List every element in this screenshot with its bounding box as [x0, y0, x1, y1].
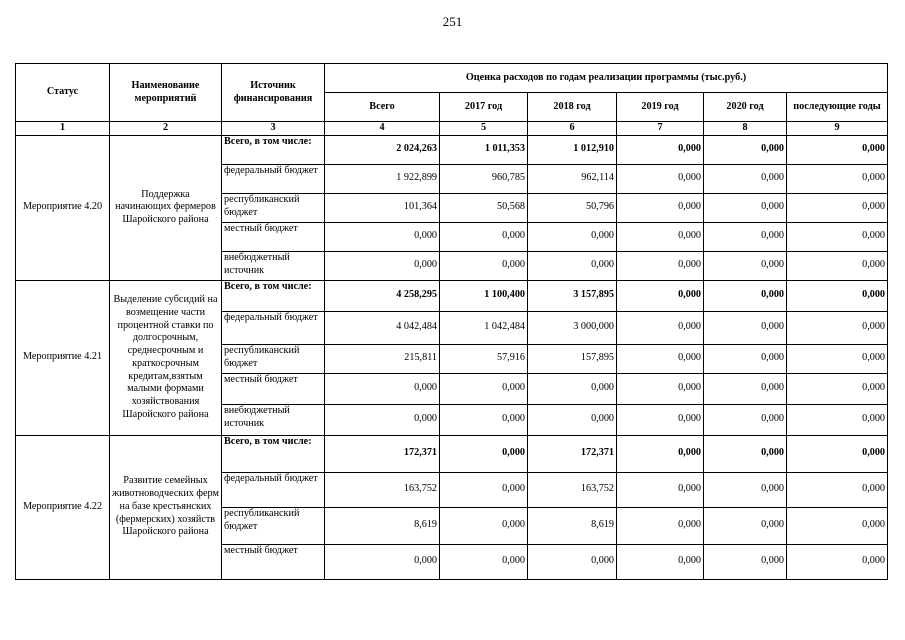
- amount-cell: 0,000: [787, 373, 888, 404]
- table-row: [16, 135, 888, 164]
- funding-source: местный бюджет: [222, 222, 325, 251]
- header-estimate: Оценка расходов по годам реализации программы (тыс.руб.): [325, 64, 888, 93]
- amount-cell: 1 011,353: [440, 135, 528, 164]
- amount-cell: 0,000: [440, 435, 528, 472]
- amount-cell: 0,000: [704, 135, 787, 164]
- column-number: 4: [325, 122, 440, 136]
- measure-name: Выделение субсидий на возмещение части процентной ставки по долгосрочным, среднесрочным и краткосрочным кредитам,взятым малыми формами хозяйствования Шаройского района: [110, 280, 222, 435]
- funding-source: федеральный бюджет: [222, 164, 325, 193]
- amount-cell: 960,785: [440, 164, 528, 193]
- amount-cell: 0,000: [704, 251, 787, 280]
- funding-source: Всего, в том числе:: [222, 135, 325, 164]
- funding-source: Всего, в том числе:: [222, 435, 325, 472]
- amount-cell: 0,000: [617, 435, 704, 472]
- amount-cell: 0,000: [787, 251, 888, 280]
- amount-cell: 3 000,000: [528, 311, 617, 344]
- amount-cell: 1 100,400: [440, 280, 528, 311]
- amount-cell: 0,000: [704, 164, 787, 193]
- amount-cell: 0,000: [325, 544, 440, 579]
- amount-cell: 0,000: [787, 435, 888, 472]
- amount-cell: 57,916: [440, 344, 528, 373]
- amount-cell: 0,000: [704, 311, 787, 344]
- column-number: 6: [528, 122, 617, 136]
- amount-cell: 0,000: [704, 222, 787, 251]
- amount-cell: 3 157,895: [528, 280, 617, 311]
- amount-cell: 8,619: [325, 507, 440, 544]
- amount-cell: 101,364: [325, 193, 440, 222]
- table-row: [16, 435, 888, 472]
- amount-cell: 172,371: [528, 435, 617, 472]
- column-number: 1: [16, 122, 110, 136]
- column-number: 5: [440, 122, 528, 136]
- table-body: [16, 135, 888, 579]
- amount-cell: 0,000: [528, 544, 617, 579]
- header-year-2018: 2018 год: [528, 93, 617, 122]
- amount-cell: 0,000: [440, 222, 528, 251]
- amount-cell: 4 042,484: [325, 311, 440, 344]
- amount-cell: 0,000: [704, 373, 787, 404]
- amount-cell: 1 042,484: [440, 311, 528, 344]
- amount-cell: 0,000: [617, 544, 704, 579]
- funding-source: местный бюджет: [222, 544, 325, 579]
- amount-cell: 2 024,263: [325, 135, 440, 164]
- amount-cell: 0,000: [704, 404, 787, 435]
- amount-cell: 4 258,295: [325, 280, 440, 311]
- amount-cell: 0,000: [787, 280, 888, 311]
- amount-cell: 0,000: [528, 373, 617, 404]
- amount-cell: 0,000: [325, 222, 440, 251]
- amount-cell: 0,000: [617, 472, 704, 507]
- column-number: 9: [787, 122, 888, 136]
- amount-cell: 0,000: [787, 193, 888, 222]
- amount-cell: 50,568: [440, 193, 528, 222]
- amount-cell: 0,000: [787, 164, 888, 193]
- amount-cell: 0,000: [704, 344, 787, 373]
- amount-cell: 0,000: [617, 135, 704, 164]
- measure-name: Развитие семейных животноводческих ферм на базе крестьянских (фермерских) хозяйств Шаройского района: [110, 435, 222, 579]
- funding-source: республиканский бюджет: [222, 344, 325, 373]
- amount-cell: 157,895: [528, 344, 617, 373]
- header-source: Источник финансирования: [222, 64, 325, 122]
- header-year-2019: 2019 год: [617, 93, 704, 122]
- amount-cell: 0,000: [787, 404, 888, 435]
- funding-source: Всего, в том числе:: [222, 280, 325, 311]
- measure-status: Мероприятие 4.21: [16, 280, 110, 435]
- page-number: 251: [442, 14, 463, 29]
- amount-cell: 8,619: [528, 507, 617, 544]
- amount-cell: 0,000: [787, 135, 888, 164]
- amount-cell: 0,000: [440, 404, 528, 435]
- column-number: 3: [222, 122, 325, 136]
- amount-cell: 0,000: [528, 404, 617, 435]
- budget-table: [15, 63, 888, 580]
- amount-cell: 0,000: [787, 507, 888, 544]
- amount-cell: 0,000: [325, 373, 440, 404]
- amount-cell: 172,371: [325, 435, 440, 472]
- amount-cell: 0,000: [704, 507, 787, 544]
- amount-cell: 0,000: [617, 164, 704, 193]
- funding-source: республиканский бюджет: [222, 193, 325, 222]
- amount-cell: 163,752: [325, 472, 440, 507]
- funding-source: внебюджетный источник: [222, 404, 325, 435]
- measure-status: Мероприятие 4.20: [16, 135, 110, 280]
- amount-cell: 0,000: [787, 544, 888, 579]
- amount-cell: 163,752: [528, 472, 617, 507]
- header-year-total: Всего: [325, 93, 440, 122]
- amount-cell: 0,000: [704, 544, 787, 579]
- measure-status: Мероприятие 4.22: [16, 435, 110, 579]
- header-status: Статус: [16, 64, 110, 122]
- amount-cell: 0,000: [528, 251, 617, 280]
- amount-cell: 0,000: [787, 311, 888, 344]
- amount-cell: 0,000: [787, 472, 888, 507]
- amount-cell: 0,000: [704, 193, 787, 222]
- amount-cell: 0,000: [325, 251, 440, 280]
- measure-name: Поддержка начинающих фермеров Шаройского района: [110, 135, 222, 280]
- amount-cell: 50,796: [528, 193, 617, 222]
- header-year-2017: 2017 год: [440, 93, 528, 122]
- amount-cell: 215,811: [325, 344, 440, 373]
- funding-source: республиканский бюджет: [222, 507, 325, 544]
- amount-cell: 962,114: [528, 164, 617, 193]
- amount-cell: 0,000: [617, 251, 704, 280]
- amount-cell: 0,000: [617, 373, 704, 404]
- column-number: 8: [704, 122, 787, 136]
- amount-cell: 1 012,910: [528, 135, 617, 164]
- amount-cell: 0,000: [787, 344, 888, 373]
- funding-source: внебюджетный источник: [222, 251, 325, 280]
- funding-source: федеральный бюджет: [222, 311, 325, 344]
- amount-cell: 0,000: [617, 404, 704, 435]
- table-row: [16, 280, 888, 311]
- column-number: 2: [110, 122, 222, 136]
- amount-cell: 0,000: [440, 251, 528, 280]
- amount-cell: 0,000: [325, 404, 440, 435]
- amount-cell: 0,000: [617, 222, 704, 251]
- column-number-row: [16, 122, 888, 136]
- column-number: 7: [617, 122, 704, 136]
- header-year-2020: 2020 год: [704, 93, 787, 122]
- amount-cell: 0,000: [617, 344, 704, 373]
- funding-source: местный бюджет: [222, 373, 325, 404]
- amount-cell: 0,000: [440, 373, 528, 404]
- header-activity: Наименование мероприятий: [110, 64, 222, 122]
- amount-cell: 1 922,899: [325, 164, 440, 193]
- amount-cell: 0,000: [704, 435, 787, 472]
- amount-cell: 0,000: [617, 311, 704, 344]
- amount-cell: 0,000: [617, 193, 704, 222]
- amount-cell: 0,000: [704, 280, 787, 311]
- amount-cell: 0,000: [440, 544, 528, 579]
- amount-cell: 0,000: [440, 472, 528, 507]
- amount-cell: 0,000: [528, 222, 617, 251]
- amount-cell: 0,000: [704, 472, 787, 507]
- amount-cell: 0,000: [617, 280, 704, 311]
- amount-cell: 0,000: [617, 507, 704, 544]
- amount-cell: 0,000: [787, 222, 888, 251]
- funding-source: федеральный бюджет: [222, 472, 325, 507]
- amount-cell: 0,000: [440, 507, 528, 544]
- header-year-later: последующие годы: [787, 93, 888, 122]
